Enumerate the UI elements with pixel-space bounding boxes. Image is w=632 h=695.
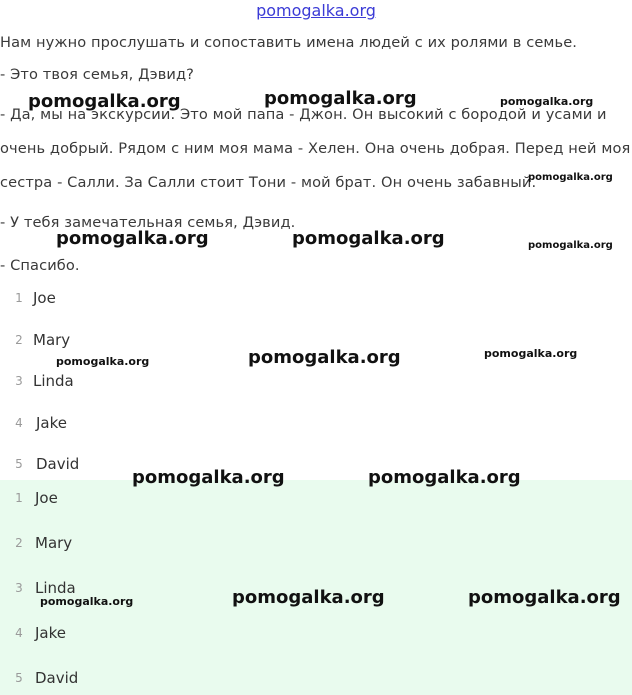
item-number: 2 bbox=[15, 536, 23, 550]
watermark-text: pomogalka.org bbox=[468, 587, 621, 608]
dialogue-line-2c: сестра - Салли. За Салли стоит Тони - мой брат. Он очень забавный. bbox=[0, 174, 537, 191]
item-number: 4 bbox=[15, 626, 23, 640]
dialogue-line-2a: - Да, мы на экскурсии. Это мой папа - Джон. Он высокий с бородой и усами и bbox=[0, 106, 607, 123]
names-list-1 bbox=[0, 283, 632, 480]
item-name: Joe bbox=[35, 489, 58, 507]
watermark-text: pomogalka.org bbox=[528, 240, 613, 251]
item-name: David bbox=[36, 455, 80, 473]
dialogue-line-3: - У тебя замечательная семья, Дэвид. bbox=[0, 214, 296, 231]
watermark-text: pomogalka.org bbox=[528, 172, 613, 183]
header-watermark: pomogalka.org bbox=[256, 1, 376, 20]
item-number: 3 bbox=[15, 374, 23, 388]
item-name: Linda bbox=[35, 579, 76, 597]
watermark-text: pomogalka.org bbox=[264, 88, 417, 109]
watermark-text: pomogalka.org bbox=[28, 91, 181, 112]
watermark-text: pomogalka.org bbox=[292, 228, 445, 249]
item-name: Mary bbox=[33, 331, 71, 349]
watermark-text: pomogalka.org bbox=[248, 347, 401, 368]
watermark-text: pomogalka.org bbox=[56, 228, 209, 249]
watermark-text: pomogalka.org bbox=[40, 595, 134, 608]
watermark-text: pomogalka.org bbox=[56, 355, 150, 368]
item-name: David bbox=[35, 669, 79, 687]
dialogue-line-1: - Это твоя семья, Дэвид? bbox=[0, 66, 195, 83]
watermark-text: pomogalka.org bbox=[484, 347, 578, 360]
watermark-text: pomogalka.org bbox=[232, 587, 385, 608]
item-number: 2 bbox=[15, 333, 23, 347]
item-number: 4 bbox=[15, 416, 23, 430]
item-number: 5 bbox=[15, 671, 23, 685]
item-name: Jake bbox=[35, 624, 66, 642]
item-name: Linda bbox=[33, 372, 74, 390]
watermark-text: pomogalka.org bbox=[132, 467, 285, 488]
item-number: 1 bbox=[15, 491, 23, 505]
dialogue-line-2b: очень добрый. Рядом с ним моя мама - Хелен. Она очень добрая. Перед ней моя bbox=[0, 140, 631, 157]
item-number: 3 bbox=[15, 581, 23, 595]
item-name: Joe bbox=[33, 289, 56, 307]
instruction-line: Нам нужно прослушать и сопоставить имена людей с их ролями в семье. bbox=[0, 34, 578, 51]
watermark-text: pomogalka.org bbox=[500, 95, 594, 108]
item-name: Mary bbox=[35, 534, 73, 552]
watermark-text: pomogalka.org bbox=[368, 467, 521, 488]
dialogue-line-4: - Спасибо. bbox=[0, 257, 80, 274]
item-name: Jake bbox=[36, 414, 67, 432]
item-number: 1 bbox=[15, 291, 23, 305]
item-number: 5 bbox=[15, 457, 23, 471]
